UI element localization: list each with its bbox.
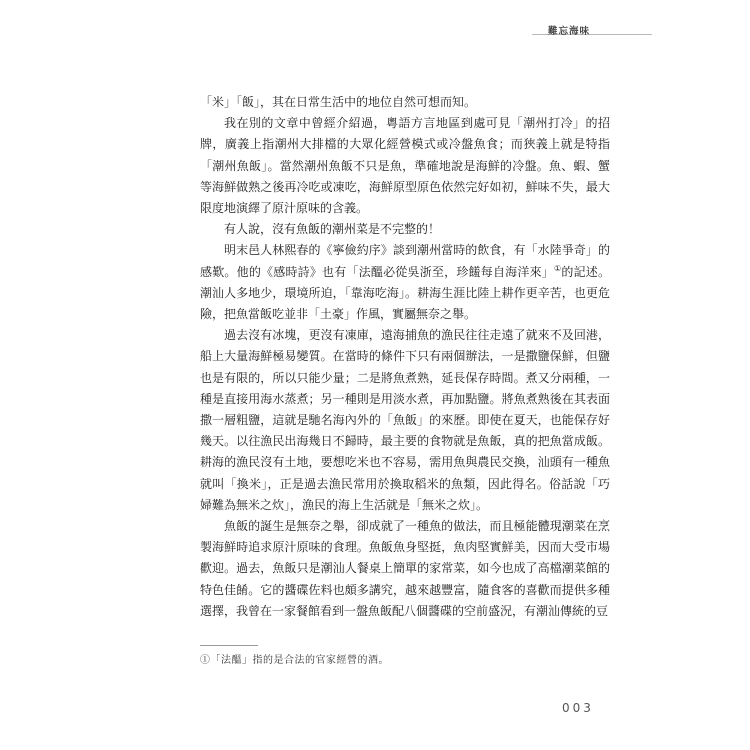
paragraph: 過去沒有冰塊，更沒有凍庫，遠海捕魚的漁民往往走遠了就來不及回港，船上大量海鮮極易變質。在當時的條件下只有兩個辦法，一是撒鹽保鮮，但鹽也是有限的，所以只能少量；二是將魚煮熟，延長保存時間。煮又分兩種，一種是直接用海水蒸煮；另一種則是用淡水煮，再加點鹽。將魚煮熟後在其表面撒一層粗鹽，這就是馳名海內外的「魚飯」的來歷。即使在夏天，也能保存好幾天。以往漁民出海幾日不歸時，最主要的食物就是魚飯，真的把魚當成飯。耕海的漁民沒有土地，要想吃米也不容易，需用魚與農民交換，汕頭有一種魚就叫「換米」，正是過去漁民常用於換取稻米的魚類，因此得名。俗話說「巧婦難為無米之炊」，漁民的海上生活就是「無米之炊」。: [200, 328, 610, 512]
footnote-mark: ①: [553, 263, 562, 273]
running-header-title: 難忘海味: [548, 26, 591, 37]
paragraph-with-footnote: [200, 240, 610, 325]
paragraph-text: 的記述。潮汕人多地少，環境所迫，「靠海吃海」。耕海生涯比陸上耕作更辛苦，也更危險，把魚當飯吃並非「土豪」作風，實屬無奈之舉。: [200, 264, 610, 322]
paragraph: 我在別的文章中曾經介紹過，粵語方言地區到處可見「潮州打冷」的招牌，廣義上指潮州大排檔的大眾化經營模式或冷盤魚食；而狹義上就是特指「潮州魚飯」。當然潮州魚飯不只是魚，準確地說是海鮮的冷盤。魚、蝦、蟹等海鮮做熟之後再冷吃或凍吃，海鮮原型原色依然完好如初，鮮味不失，最大限度地演繹了原汁原味的含義。: [200, 116, 610, 216]
footnote-divider: [200, 645, 258, 646]
paragraph-text: 明末邑人林熙春的《寧儉約序》談到潮州當時的飲食，有「水陸爭奇」的感歎。他的《感時詩》也有「法醞必從吳浙至，珍饈每自海洋來」: [200, 243, 610, 279]
paragraph: 有人說，沒有魚飯的潮州菜是不完整的！: [224, 222, 441, 237]
body-text: [200, 92, 610, 622]
footnote: ①「法醞」指的是合法的官家經營的酒。: [200, 655, 389, 666]
paragraph: 「米」「飯」，其在日常生活中的地位自然可想而知。: [200, 95, 477, 109]
paragraph: 魚飯的誕生是無奈之舉，卻成就了一種魚的做法，而且極能體現潮菜在烹製海鮮時追求原汁原味的食理。魚飯魚身堅挺，魚肉堅實鮮美，因而大受市場歡迎。過去，魚飯只是潮汕人餐桌上簡單的家常菜，如今也成了高檔潮菜館的特色佳餚。它的醬碟佐料也頗多講究，越來越豐富，隨食客的喜歡而提供多種選擇，我曾在一家餐館看到一盤魚飯配八個醬碟的空前盛況，有潮汕傳統的豆: [200, 519, 610, 618]
page-number: 003: [562, 701, 594, 715]
